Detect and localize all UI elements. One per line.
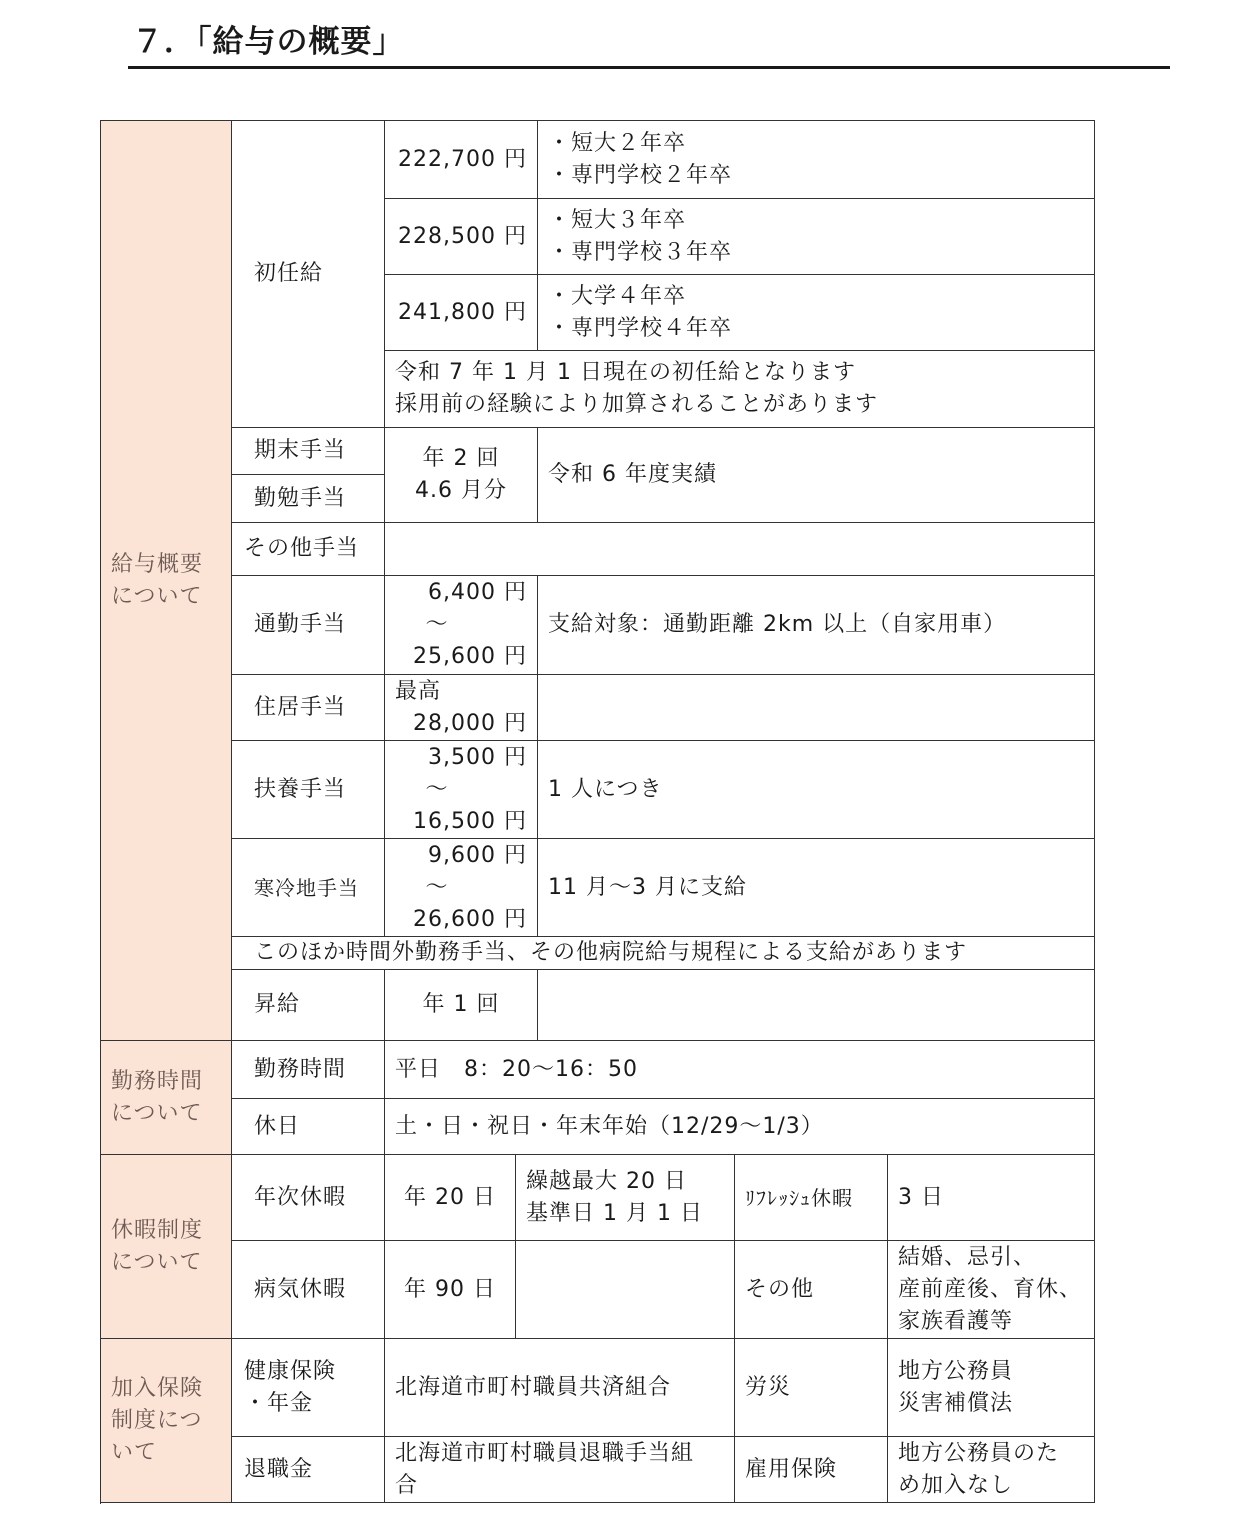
text-line: 合	[395, 1472, 419, 1498]
commute-allowance-value	[385, 576, 538, 675]
text-line: 6,400 円	[428, 580, 527, 605]
starting-salary-amount: 228,500 円	[385, 199, 538, 275]
annual-leave-label: 年次休暇	[232, 1155, 385, 1241]
starting-salary-eligibility	[538, 199, 1095, 275]
annual-leave-note	[516, 1155, 735, 1241]
text-line: 26,600 円	[413, 906, 527, 932]
text-line: め加入なし	[898, 1472, 1014, 1498]
text-line: 産前産後、育休、	[898, 1276, 1083, 1302]
cold-region-allowance-label: 寒冷地手当	[232, 839, 385, 937]
text-line: ・専門学校４年卒	[548, 315, 733, 341]
text-line: 3,500 円	[428, 744, 527, 770]
text-line: 給与概要	[111, 551, 204, 577]
term-end-allowance-label: 期末手当	[232, 428, 385, 475]
starting-salary-label: 初任給	[232, 121, 385, 428]
housing-allowance-prefix: 最高	[395, 678, 442, 704]
other-allowances-value	[385, 523, 1095, 576]
text-line: 災害補償法	[898, 1390, 1014, 1416]
text-line: ～	[425, 612, 449, 637]
text-line: ・専門学校３年卒	[548, 239, 733, 265]
other-leave-value	[888, 1241, 1095, 1339]
housing-allowance-note	[538, 675, 1095, 741]
other-allowances-label: その他手当	[232, 523, 385, 576]
dependent-allowance-label: 扶養手当	[232, 741, 385, 839]
annual-leave-value: 年 20 日	[385, 1155, 516, 1241]
starting-salary-amount: 241,800 円	[385, 275, 538, 351]
extra-allowance-note: このほか時間外勤務手当、その他病院給与規程による支給があります	[232, 937, 1095, 970]
cold-region-allowance-note: 11 月～3 月に支給	[538, 839, 1095, 937]
workers-comp-label: 労災	[735, 1339, 888, 1437]
text-line: ～	[425, 776, 449, 802]
salary-overview-table	[100, 120, 1095, 1504]
text-line: 結婚、忌引、	[898, 1244, 1037, 1270]
text-line: ・短大３年卒	[548, 207, 687, 233]
commute-allowance-note: 支給対象：通勤距離 2km 以上（自家用車）	[538, 576, 1095, 675]
text-line: 勤務時間	[111, 1068, 204, 1094]
text-line: 北海道市町村職員退職手当組	[395, 1440, 695, 1466]
text-line: 基準日 1 月 1 日	[526, 1200, 703, 1226]
text-line: 家族看護等	[898, 1308, 1014, 1334]
pay-raise-note	[538, 970, 1095, 1041]
bonus-value	[385, 428, 538, 523]
text-line: 年 2 回	[422, 446, 500, 471]
starting-salary-note	[385, 351, 1095, 428]
text-line: 繰越最大 20 日	[526, 1168, 687, 1194]
holidays-label: 休日	[232, 1099, 385, 1155]
dependent-allowance-note: 1 人につき	[538, 741, 1095, 839]
text-line: 地方公務員のた	[898, 1440, 1060, 1466]
text-line: 9,600 円	[428, 842, 527, 868]
text-line: について	[111, 1249, 203, 1275]
housing-allowance-label: 住居手当	[232, 675, 385, 741]
refresh-leave-value: 3 日	[888, 1155, 1095, 1241]
page-title: ７．「給与の概要」	[132, 24, 405, 60]
employment-insurance-label: 雇用保険	[735, 1437, 888, 1503]
text-line: 休暇制度	[111, 1217, 204, 1243]
sick-leave-label: 病気休暇	[232, 1241, 385, 1339]
category-insurance	[101, 1339, 232, 1503]
retirement-label: 退職金	[232, 1437, 385, 1503]
pay-raise-value: 年 1 回	[385, 970, 538, 1041]
housing-allowance-amount: 28,000 円	[413, 710, 527, 736]
category-leave	[101, 1155, 232, 1339]
starting-salary-eligibility	[538, 275, 1095, 351]
commute-allowance-label: 通勤手当	[232, 576, 385, 675]
employment-insurance-value	[888, 1437, 1095, 1503]
holidays-value: 土・日・祝日・年末年始（12/29～1/3）	[385, 1099, 1095, 1155]
text-line: 健康保険	[244, 1358, 337, 1384]
text-line: について	[111, 1100, 203, 1126]
text-line: 25,600 円	[413, 644, 527, 669]
text-line: 16,500 円	[413, 808, 527, 834]
text-line: ・大学４年卒	[548, 283, 687, 309]
text-line: ・専門学校２年卒	[548, 162, 733, 188]
health-insurance-label	[232, 1339, 385, 1437]
housing-allowance-value	[385, 675, 538, 741]
sick-leave-value: 年 90 日	[385, 1241, 516, 1339]
text-line: ・年金	[244, 1390, 314, 1416]
starting-salary-eligibility	[538, 121, 1095, 199]
text-line: について	[111, 583, 203, 609]
refresh-leave-label: ﾘﾌﾚｯｼｭ休暇	[735, 1155, 888, 1241]
dependent-allowance-value	[385, 741, 538, 839]
text-line: 制度につ	[111, 1407, 203, 1433]
sick-leave-note	[516, 1241, 735, 1339]
text-line: ～	[425, 874, 449, 900]
diligence-allowance-label: 勤勉手当	[232, 475, 385, 523]
health-insurance-value: 北海道市町村職員共済組合	[385, 1339, 735, 1437]
working-hours-label: 勤務時間	[232, 1041, 385, 1099]
title-underline	[128, 66, 1170, 69]
text-line: いて	[111, 1439, 158, 1465]
pay-raise-label: 昇給	[232, 970, 385, 1041]
text-line: 4.6 月分	[415, 478, 507, 503]
workers-comp-value	[888, 1339, 1095, 1437]
starting-salary-amount: 222,700 円	[385, 121, 538, 199]
category-hours	[101, 1041, 232, 1155]
cold-region-allowance-value	[385, 839, 538, 937]
text-line: ・短大２年卒	[548, 130, 687, 156]
category-salary	[101, 121, 232, 1041]
bonus-note: 令和 6 年度実績	[538, 428, 1095, 523]
text-line: 令和 7 年 1 月 1 日現在の初任給となります	[395, 360, 856, 385]
retirement-value	[385, 1437, 735, 1503]
working-hours-value: 平日 8：20～16：50	[385, 1041, 1095, 1099]
text-line: 採用前の経験により加算されることがあります	[395, 392, 879, 417]
text-line: 地方公務員	[898, 1358, 1014, 1384]
text-line: 加入保険	[111, 1375, 204, 1401]
other-leave-label: その他	[735, 1241, 888, 1339]
